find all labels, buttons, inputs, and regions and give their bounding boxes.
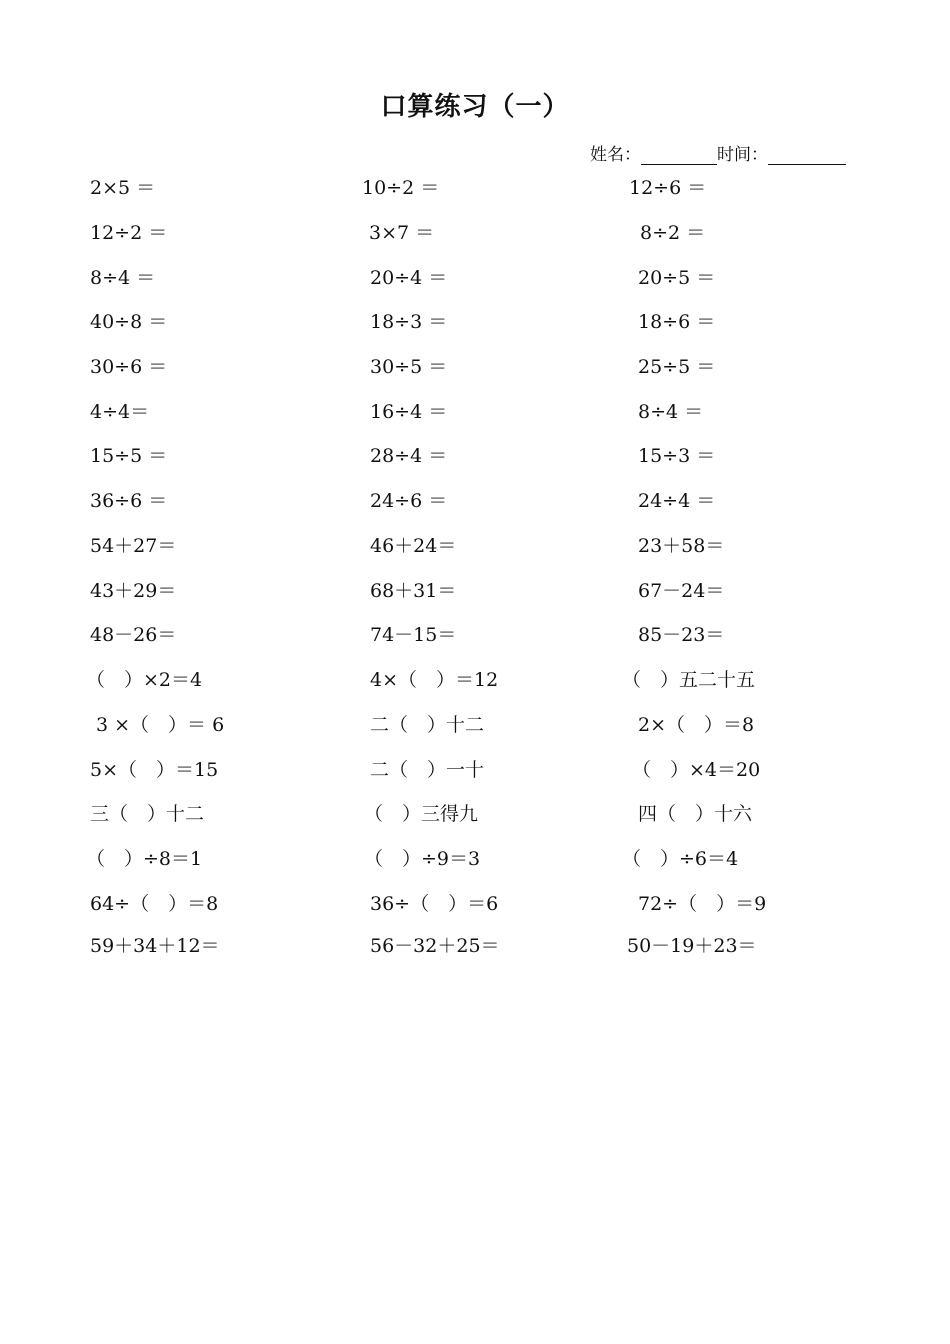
problem: 72÷（ ）＝9 [638, 893, 767, 915]
problem: （ ）×2＝4 [86, 669, 203, 691]
problem-row [0, 889, 950, 919]
problem: 2×（ ）＝8 [638, 714, 755, 736]
problem: 28÷4 ＝ [370, 445, 448, 467]
problem: 30÷6 ＝ [90, 356, 168, 378]
problem: 4÷4＝ [90, 401, 150, 423]
problem-row [0, 218, 950, 248]
problem: 64÷（ ）＝8 [90, 893, 219, 915]
name-label: 姓名： [590, 145, 641, 165]
problem: 18÷3 ＝ [370, 311, 448, 333]
name-blank[interactable] [641, 144, 717, 165]
problem-row [0, 799, 950, 829]
problem: 74－15＝ [370, 624, 457, 646]
problem: 68＋31＝ [370, 580, 457, 602]
problem: （ ）三得九 [364, 803, 479, 825]
problem: 15÷5 ＝ [90, 445, 168, 467]
problem: 23＋58＝ [638, 535, 725, 557]
problem: （ ）÷8＝1 [86, 848, 203, 870]
problem: 24÷6 ＝ [370, 490, 448, 512]
problem-row [0, 531, 950, 561]
time-blank[interactable] [768, 144, 846, 165]
problem: 16÷4 ＝ [370, 401, 448, 423]
problem: 24÷4 ＝ [638, 490, 716, 512]
problem-row [0, 441, 950, 471]
problem: 18÷6 ＝ [638, 311, 716, 333]
problem-row [0, 263, 950, 293]
problem-row [0, 397, 950, 427]
problem: 4×（ ）＝12 [370, 669, 499, 691]
problem: 5×（ ）＝15 [90, 759, 219, 781]
problem: 43＋29＝ [90, 580, 177, 602]
problem-row [0, 307, 950, 337]
problem: 15÷3 ＝ [638, 445, 716, 467]
problem: 二（ ）一十 [370, 759, 485, 781]
problem: 3 ×（ ）＝ 6 [96, 714, 225, 736]
problem: 10÷2 ＝ [362, 177, 440, 199]
problem: 3×7 ＝ [369, 222, 435, 244]
student-info [590, 140, 846, 165]
problem: 三（ ）十二 [90, 803, 205, 825]
time-label: 时间： [717, 145, 768, 165]
problem: 二（ ）十二 [370, 714, 485, 736]
problem: 59＋34＋12＝ [90, 935, 220, 957]
problem-row [0, 173, 950, 203]
problem-row [0, 931, 950, 961]
problem: 四（ ）十六 [638, 803, 753, 825]
problem-row [0, 620, 950, 650]
problem: 40÷8 ＝ [90, 311, 168, 333]
problem: 85－23＝ [638, 624, 725, 646]
problem-row [0, 576, 950, 606]
problem: 12÷6 ＝ [629, 177, 707, 199]
problem: 8÷4 ＝ [90, 267, 156, 289]
problem: 54＋27＝ [90, 535, 177, 557]
problem-row [0, 710, 950, 740]
problem: （ ）五二十五 [622, 669, 756, 691]
problem: 25÷5 ＝ [638, 356, 716, 378]
problem: 36÷（ ）＝6 [370, 893, 499, 915]
problem: （ ）÷6＝4 [622, 848, 739, 870]
problem: （ ）×4＝20 [632, 759, 761, 781]
problem: 8÷2 ＝ [640, 222, 706, 244]
problem: 67－24＝ [638, 580, 725, 602]
problem: 48－26＝ [90, 624, 177, 646]
problem: 56－32＋25＝ [370, 935, 500, 957]
problem: 30÷5 ＝ [370, 356, 448, 378]
problem: 12÷2 ＝ [90, 222, 168, 244]
problem-row [0, 755, 950, 785]
problem-row [0, 352, 950, 382]
problem-row [0, 844, 950, 874]
problem: 8÷4 ＝ [638, 401, 704, 423]
page-title: 口算练习（一） [380, 92, 570, 122]
problem-row [0, 486, 950, 516]
problem: 20÷4 ＝ [370, 267, 448, 289]
problem: 20÷5 ＝ [638, 267, 716, 289]
problem: （ ）÷9＝3 [364, 848, 481, 870]
problem: 50－19＋23＝ [627, 935, 757, 957]
problem: 2×5 ＝ [90, 177, 156, 199]
problem-row [0, 665, 950, 695]
problem: 46＋24＝ [370, 535, 457, 557]
problem: 36÷6 ＝ [90, 490, 168, 512]
